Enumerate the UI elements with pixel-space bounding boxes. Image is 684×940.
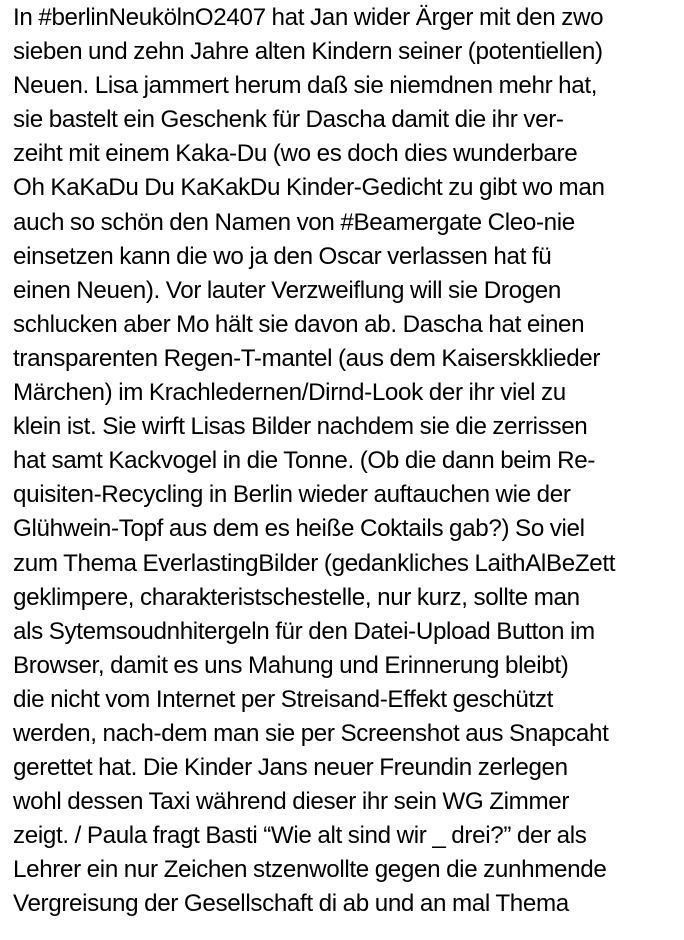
- text-line: zeigt. / Paula fragt Basti “Wie alt sind wir _ drei?” der als: [13, 822, 587, 850]
- text-line: sie bastelt ein Geschenk für Dascha damit die ihr ver-: [13, 106, 564, 134]
- body-text: [13, 1, 683, 922]
- text-line: die nicht vom Internet per Streisand-Effekt geschützt: [13, 685, 553, 713]
- text-line: auch so schön den Namen von #Beamergate Cleo-nie: [13, 208, 575, 236]
- text-line: schlucken aber Mo hält sie davon ab. Dascha hat einen: [13, 310, 585, 338]
- text-line: als Sytemsoudnhitergeln für den Datei-Upload Button im: [13, 617, 595, 645]
- text-line: transparenten Regen-T-mantel (aus dem Kaiserskklieder: [13, 344, 601, 372]
- text-line: gerettet hat. Die Kinder Jans neuer Freundin zerlegen: [13, 754, 568, 782]
- text-line: Browser, damit es uns Mahung und Erinnerung bleibt): [13, 651, 569, 679]
- text-line: hat samt Kackvogel in die Tonne. (Ob die dann beim Re-: [13, 447, 596, 475]
- text-line: Vergreisung der Gesellschaft di ab und an mal Thema: [13, 890, 569, 918]
- text-line: einen Neuen). Vor lauter Verzweiflung will sie Drogen: [13, 276, 562, 304]
- text-line: In #berlinNeukölnO2407 hat Jan wider Ärger mit den zwo: [13, 4, 604, 31]
- text-line: quisiten-Recycling in Berlin wieder auftauchen wie der: [13, 481, 571, 509]
- text-line: Lehrer ein nur Zeichen stzenwollte gegen die zunhmende: [13, 856, 607, 884]
- text-line: Märchen) im Krachledernen/Dirnd-Look der ihr viel zu: [13, 379, 566, 407]
- text-line: einsetzen kann die wo ja den Oscar verlassen hat fü: [13, 242, 552, 270]
- text-line: sieben und zehn Jahre alten Kindern seiner (potentiellen): [13, 38, 603, 66]
- text-line: Neuen. Lisa jammert herum daß sie niemdnen mehr hat,: [13, 72, 598, 100]
- text-line: zeiht mit einem Kaka-Du (wo es doch dies wunderbare: [13, 140, 578, 168]
- text-line: wohl dessen Taxi während dieser ihr sein WG Zimmer: [13, 788, 570, 816]
- text-line: geklimpere, charakteristschestelle, nur kurz, sollte man: [13, 583, 580, 611]
- text-line: werden, nach-dem man sie per Screenshot aus Snapcaht: [13, 719, 609, 747]
- text-line: klein ist. Sie wirft Lisas Bilder nachdem sie die zerrissen: [13, 413, 588, 441]
- text-line: zum Thema EverlastingBilder (gedankliches LaithAlBeZett: [13, 549, 616, 577]
- text-line: Glühwein-Topf aus dem es heiße Coktails gab?) So viel: [13, 515, 585, 543]
- text-line: Oh KaKaDu Du KaKakDu Kinder-Gedicht zu gibt wo man: [13, 174, 605, 202]
